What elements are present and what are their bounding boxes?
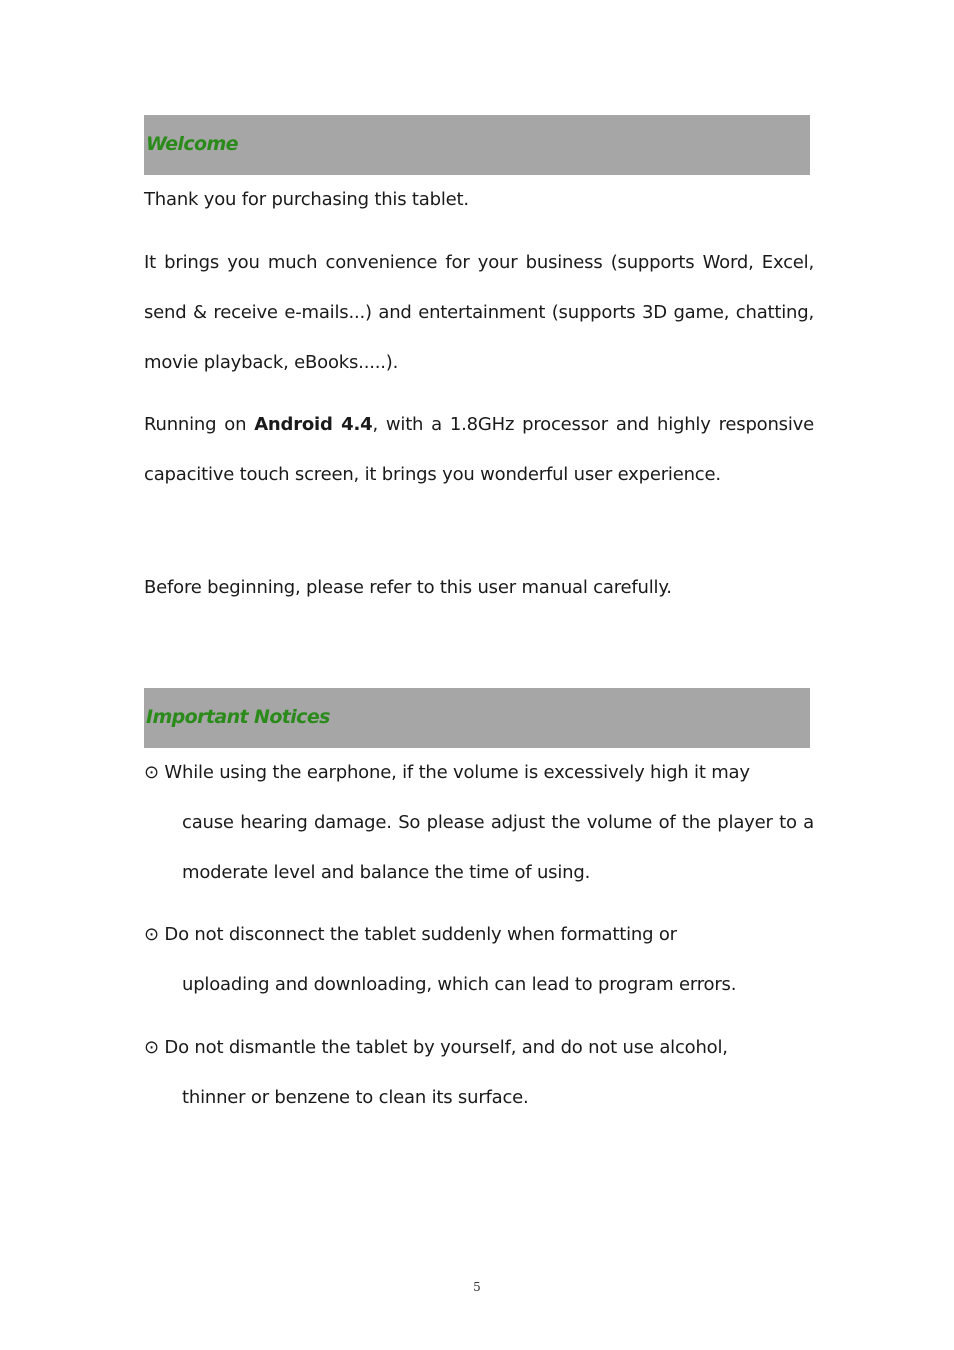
welcome-paragraph-3 [144,400,814,500]
welcome-paragraph-4: Before beginning, please refer to this user manual carefully. [144,577,672,598]
notice-item [144,748,814,898]
welcome-header-bar [144,115,810,175]
welcome-paragraph-1: Thank you for purchasing this tablet. [144,189,469,210]
welcome-title: Welcome [146,133,238,155]
bullet-icon: ⊙ [144,924,159,945]
notice-item-continuation: thinner or benzene to clean its surface. [182,1087,529,1108]
notices-header-bar [144,688,810,748]
p3-after: , with a 1.8GHz processor and highly responsive capacitive touch screen, it brings you wonderful user experience. [144,414,814,485]
welcome-paragraph-2: It brings you much convenience for your business (supports Word, Excel, send & receive e-mails...) and entertainment (supports 3D game, chatting, movie playback, eBooks.....). [144,252,814,373]
p3-before: Running on [144,414,255,435]
bullet-icon: ⊙ [144,1037,159,1058]
notices-title: Important Notices [146,706,330,728]
notice-item-first-line: ⊙ Do not disconnect the tablet suddenly when formatting or [144,924,677,945]
bullet-icon: ⊙ [144,762,159,783]
notice-item-first-line: ⊙ Do not dismantle the tablet by yourself, and do not use alcohol, [144,1037,728,1058]
notice-item-continuation: uploading and downloading, which can lead to program errors. [182,974,737,995]
notice-item [144,910,814,1010]
notice-item-first-line: ⊙ While using the earphone, if the volume is excessively high it may [144,762,750,783]
android-version: Android 4.4 [254,414,373,435]
notice-item [144,1023,814,1123]
page-number: 5 [473,1280,481,1294]
notice-item-continuation: cause hearing damage. So please adjust the volume of the player to a moderate level and balance the time of using. [182,812,814,883]
